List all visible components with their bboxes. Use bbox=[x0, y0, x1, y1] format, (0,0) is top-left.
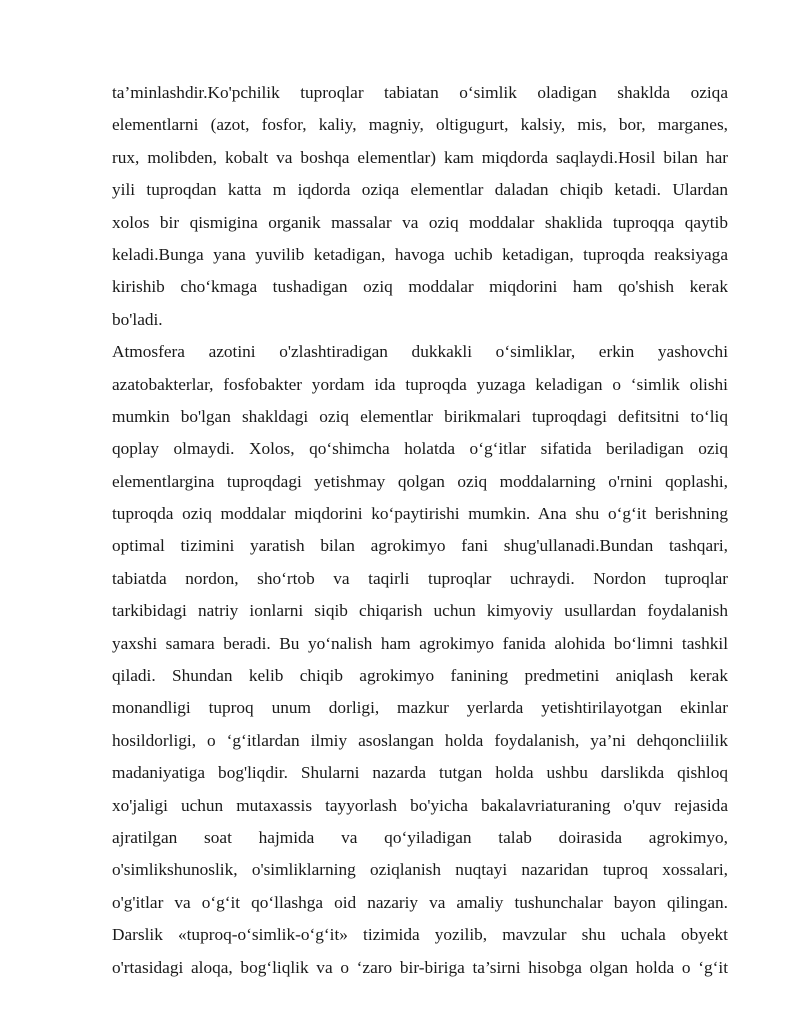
text-line: elementlarni (azot, fosfor, kaliy, magniy, oltigugurt, kalsiy, mis, bor, marganes, bbox=[112, 115, 728, 135]
text-line: azatobakterlar, fosfobakter yordam ida tuproqda yuzaga keladigan o ‘simlik olishi bbox=[112, 374, 728, 394]
text-line: tabiatda nordon, sho‘rtob va taqirli tuproqlar uchraydi. Nordon tuproqlar bbox=[112, 568, 728, 588]
text-line: qiladi. Shundan kelib chiqib agrokimyo fanining predmetini aniqlash kerak bbox=[112, 666, 728, 686]
text-line: o'g'itlar va o‘g‘it qo‘llashga oid nazariy va amaliy tushunchalar bayon qilingan. bbox=[112, 892, 728, 912]
text-line: optimal tizimini yaratish bilan agrokimyo fani shug'ullanadi.Bundan tashqari, bbox=[112, 536, 728, 556]
text-line: ajratilgan soat hajmida va qo‘yiladigan talab doirasida agrokimyo, bbox=[112, 827, 728, 847]
text-line: xolos bir qismigina organik massalar va oziq moddalar shaklida tuproqqa qaytib bbox=[112, 212, 728, 232]
text-line: Atmosfera azotini o'zlashtiradigan dukkakli o‘simliklar, erkin yashovchi bbox=[112, 342, 728, 362]
text-line: yaxshi samara beradi. Bu yo‘nalish ham agrokimyo fanida alohida bo‘limni tashkil bbox=[112, 633, 728, 653]
text-line: hosildorligi, o ‘g‘itlardan ilmiy asoslangan holda foydalanish, ya’ni dehqoncliilik bbox=[112, 730, 728, 750]
text-line: tuproqda oziq moddalar miqdorini ko‘paytirishi mumkin. Ana shu o‘g‘it berishning bbox=[112, 504, 728, 524]
text-line: kirishib cho‘kmaga tushadigan oziq moddalar miqdorini ham qo'shish kerak bbox=[112, 277, 728, 297]
text-line: qoplay olmaydi. Xolos, qo‘shimcha holatda o‘g‘itlar sifatida beriladigan oziq bbox=[112, 439, 728, 459]
text-line: mumkin bo'lgan shakldagi oziq elementlar birikmalari tuproqdagi defitsitni to‘liq bbox=[112, 406, 728, 426]
text-line: tarkibidagi natriy ionlarni siqib chiqarish uchun kimyoviy usullardan foydalanish bbox=[112, 601, 728, 621]
text-line: Darslik «tuproq-o‘simlik-o‘g‘it» tizimida yozilib, mavzular shu uchala obyekt bbox=[112, 925, 728, 945]
text-line: elementlargina tuproqdagi yetishmay qolgan oziq moddalarning o'rnini qoplashi, bbox=[112, 471, 728, 491]
text-line: monandligi tuproq unum dorligi, mazkur yerlarda yetishtirilayotgan ekinlar bbox=[112, 698, 728, 718]
text-line: keladi.Bunga yana yuvilib ketadigan, havoga uchib ketadigan, tuproqda reaksiyaga bbox=[112, 244, 728, 264]
text-line: bo'ladi. bbox=[112, 309, 163, 329]
text-line: o'rtasidagi aloqa, bog‘liqlik va o ‘zaro bir-biriga ta’sirni hisobga olgan holda o ‘g‘it bbox=[112, 957, 728, 977]
text-line: o'simlikshunoslik, o'simliklarning oziqlanish nuqtayi nazaridan tuproq xossalari, bbox=[112, 860, 728, 880]
text-line: ta’minlashdir.Ko'pchilik tuproqlar tabiatan o‘simlik oladigan shaklda oziqa bbox=[112, 83, 728, 102]
text-line: rux, molibden, kobalt va boshqa elementlar) kam miqdorda saqlaydi.Hosil bilan har bbox=[112, 147, 728, 167]
text-line: xo'jaligi uchun mutaxassis tayyorlash bo'yicha bakalavriaturaning o'quv rejasida bbox=[112, 795, 728, 815]
text-line: yili tuproqdan katta m iqdorda oziqa elementlar daladan chiqib ketadi. Ulardan bbox=[112, 180, 728, 200]
text-line: madaniyatiga bog'liqdir. Shularni nazarda tutgan holda ushbu darslikda qishloq bbox=[112, 763, 728, 783]
